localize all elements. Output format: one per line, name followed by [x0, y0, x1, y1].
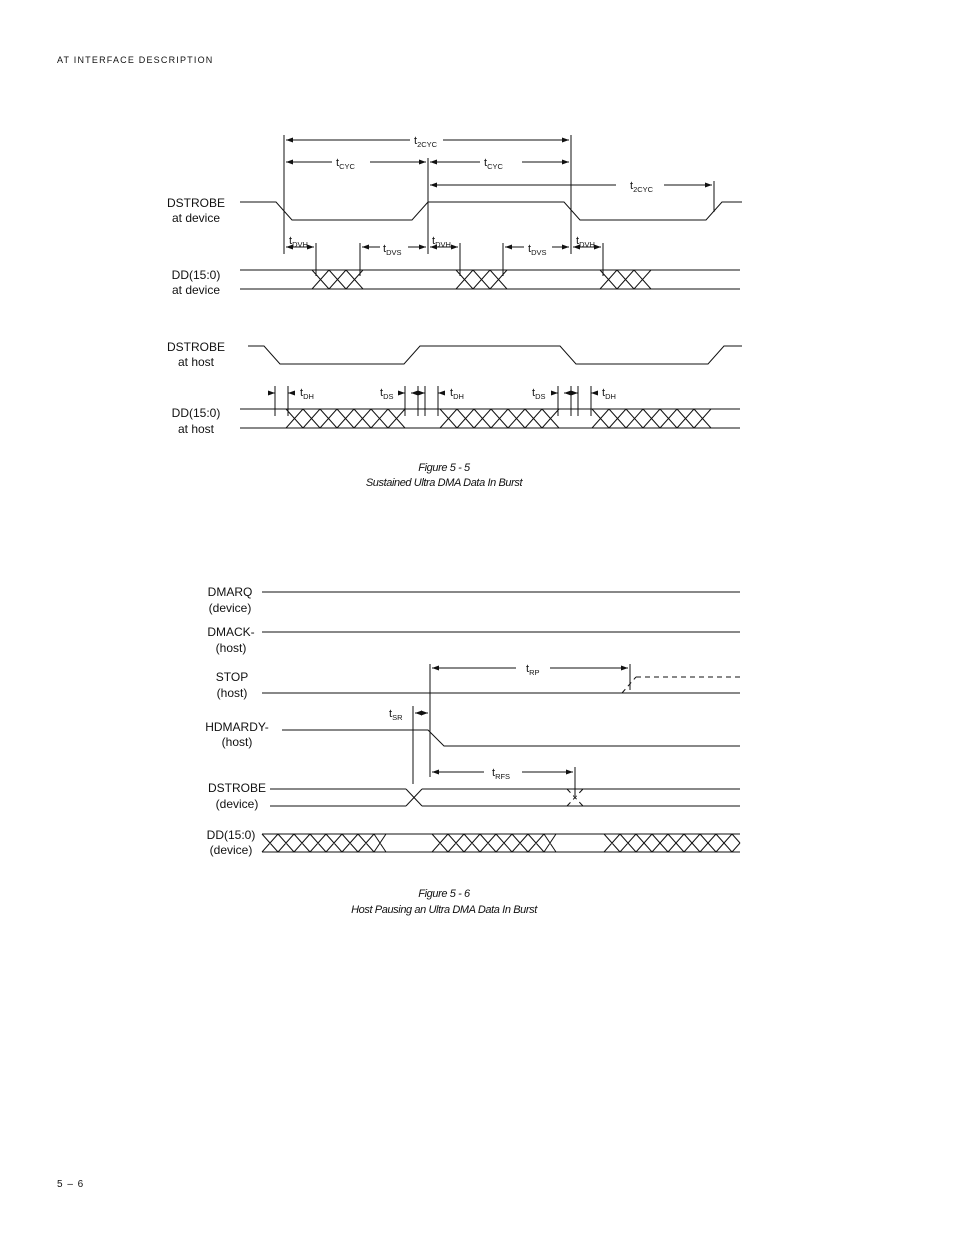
figure-5-5: [167, 135, 742, 489]
waveform-dstrobe-host: [248, 346, 742, 364]
timing-tcyc-a: $t_{CYC}$: [336, 157, 355, 171]
label-dd-sub: (device): [209, 843, 253, 857]
figure-5-5-number: Figure 5 - 5: [418, 462, 470, 474]
label-dd-device: DD(15:0): [171, 268, 221, 282]
timing-tdh-b: $t_{DH}$: [450, 387, 464, 401]
page-header: AT INTERFACE DESCRIPTION: [57, 55, 214, 65]
timing-tdvs-b: $t_{DVS}$: [528, 243, 547, 257]
label-dmarq-sub: (device): [208, 601, 252, 615]
timing-tcyc-b: $t_{CYC}$: [484, 157, 503, 171]
timing-tdh-c: $t_{DH}$: [602, 387, 616, 401]
timing-tdvh-b: $t_{DVH}$: [432, 235, 451, 249]
label-stop: STOP: [215, 670, 249, 684]
bus-dd-device: [240, 270, 740, 289]
label-hdmardy-sub: (host): [221, 735, 253, 749]
label-dstrobe: DSTROBE: [207, 781, 267, 795]
bus-dd-host: [240, 409, 740, 428]
label-dd-device-sub: at device: [171, 283, 221, 297]
timing-tds-a: $t_{DS}$: [380, 387, 394, 401]
label-dstrobe-sub: (device): [215, 797, 259, 811]
timing-tdvh-c: $t_{DVH}$: [576, 235, 595, 249]
bus-dd: [262, 834, 740, 852]
waveform-hdmardy: [282, 730, 740, 746]
figure-5-6-title: Host Pausing an Ultra DMA Data In Burst: [351, 904, 537, 916]
figure-5-6: [205, 585, 740, 916]
timing-tdvh-a: $t_{DVH}$: [289, 235, 308, 249]
figure-5-6-number: Figure 5 - 6: [418, 888, 470, 900]
label-dd: DD(15:0): [206, 828, 256, 842]
label-dd-host-sub: at host: [177, 422, 215, 436]
timing-tdh-a: $t_{DH}$: [300, 387, 314, 401]
timing-tds-b: $t_{DS}$: [532, 387, 546, 401]
label-stop-sub: (host): [216, 686, 248, 700]
page-number: 5 – 6: [57, 1179, 85, 1190]
label-dstrobe-host: DSTROBE: [166, 340, 226, 354]
timing-t2cyc-b: $t_{2CYC}$: [630, 180, 654, 194]
waveform-stop: [262, 677, 740, 693]
label-dmack-sub: (host): [215, 641, 247, 655]
waveform-dstrobe: [270, 789, 740, 806]
label-dmarq: DMARQ: [207, 585, 253, 599]
timing-trp: $t_{RP}$: [526, 663, 540, 677]
label-dstrobe-host-sub: at host: [177, 355, 215, 369]
timing-tdvs-a: $t_{DVS}$: [383, 243, 402, 257]
timing-trfs: $t_{RFS}$: [492, 767, 511, 781]
label-dmack: DMACK-: [207, 625, 255, 639]
label-dstrobe-device: DSTROBE: [166, 196, 226, 210]
label-dd-host: DD(15:0): [171, 406, 221, 420]
waveform-dstrobe-device: [240, 202, 742, 220]
label-hdmardy: HDMARDY-: [205, 720, 269, 734]
timing-tsr: $t_{SR}$: [389, 708, 403, 722]
figure-5-5-title: Sustained Ultra DMA Data In Burst: [365, 477, 523, 489]
label-dstrobe-device-sub: at device: [171, 211, 221, 225]
timing-t2cyc-a: $t_{2CYC}$: [414, 135, 438, 149]
